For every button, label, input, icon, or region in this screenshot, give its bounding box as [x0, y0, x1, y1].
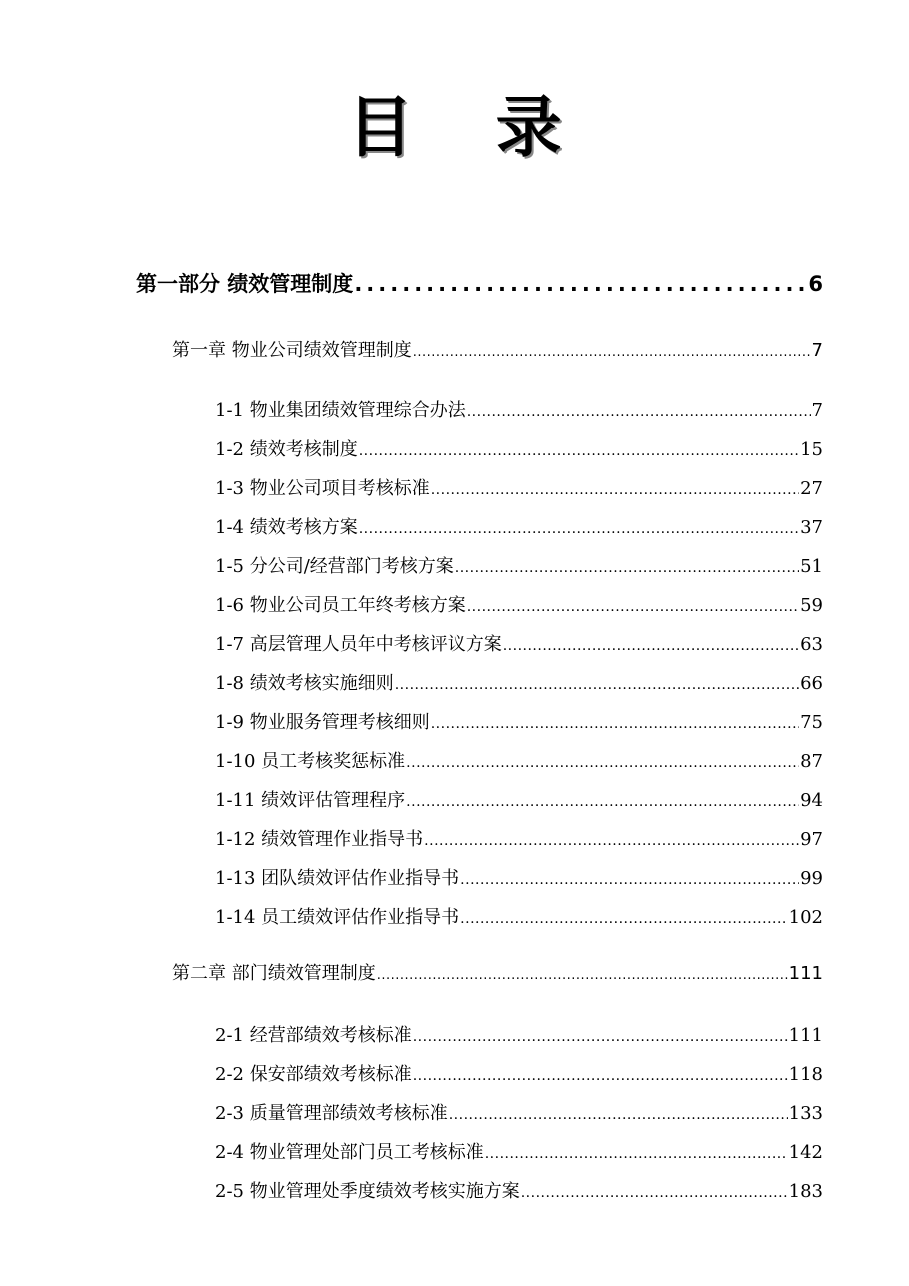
- toc-item[interactable]: [215, 552, 823, 580]
- toc-item[interactable]: [215, 630, 823, 658]
- toc-page-number: 118: [788, 1064, 823, 1085]
- dot-leader: [460, 911, 787, 927]
- toc-chapter-2[interactable]: [172, 959, 823, 987]
- dot-leader: [431, 716, 799, 732]
- toc-item-label: 1-9 物业服务管理考核细则: [215, 712, 430, 733]
- dot-leader: [424, 833, 799, 849]
- toc-item[interactable]: [215, 1177, 823, 1205]
- dot-leader: [354, 272, 807, 296]
- toc-page-number: 94: [800, 790, 823, 811]
- toc-item[interactable]: [215, 747, 823, 775]
- toc-item-label: 1-11 绩效评估管理程序: [215, 790, 406, 811]
- toc-page-number: 87: [800, 751, 823, 772]
- toc-item-label: 1-14 员工绩效评估作业指导书: [215, 907, 460, 928]
- toc-item[interactable]: [215, 1021, 823, 1049]
- toc-item[interactable]: [215, 708, 823, 736]
- dot-leader: [406, 794, 799, 810]
- toc-item-label: 1-10 员工考核奖惩标准: [215, 751, 406, 772]
- toc-page-number: 142: [788, 1142, 823, 1163]
- toc-item[interactable]: [215, 474, 823, 502]
- toc-chapter-1[interactable]: [172, 336, 823, 364]
- toc-part-1[interactable]: [136, 268, 823, 304]
- dot-leader: [413, 1068, 788, 1084]
- toc-page-number: 15: [800, 439, 823, 460]
- toc-item[interactable]: [215, 435, 823, 463]
- page-title: 目 录: [347, 89, 592, 166]
- toc-item[interactable]: [215, 825, 823, 853]
- toc-page-number: 6: [808, 272, 823, 296]
- toc-page-number: 66: [800, 673, 823, 694]
- toc-item[interactable]: [215, 396, 823, 424]
- dot-leader: [467, 404, 811, 420]
- toc-item[interactable]: [215, 786, 823, 814]
- dot-leader: [521, 1185, 788, 1201]
- dot-leader: [395, 677, 799, 693]
- toc-page-number: 7: [811, 340, 823, 361]
- toc-item[interactable]: [215, 1099, 823, 1127]
- toc-item[interactable]: [215, 903, 823, 931]
- toc-page-number: 51: [800, 556, 823, 577]
- dot-leader: [503, 638, 799, 654]
- toc-item-label: 1-3 物业公司项目考核标准: [215, 478, 430, 499]
- toc-item-label: 2-1 经营部绩效考核标准: [215, 1025, 412, 1046]
- toc-item[interactable]: [215, 864, 823, 892]
- toc-item-label: 1-7 高层管理人员年中考核评议方案: [215, 634, 502, 655]
- toc-item-label: 1-1 物业集团绩效管理综合办法: [215, 400, 466, 421]
- toc-chapter-label: 第二章 部门绩效管理制度: [172, 963, 376, 984]
- toc-item[interactable]: [215, 591, 823, 619]
- toc-item[interactable]: [215, 669, 823, 697]
- dot-leader: [377, 968, 788, 983]
- dot-leader: [467, 599, 799, 615]
- toc-item[interactable]: [215, 513, 823, 541]
- toc-page-number: 111: [788, 963, 823, 984]
- toc-item[interactable]: [215, 1138, 823, 1166]
- toc-item-label: 1-6 物业公司员工年终考核方案: [215, 595, 466, 616]
- toc-item-label: 1-4 绩效考核方案: [215, 517, 358, 538]
- toc-page-number: 99: [800, 868, 823, 889]
- dot-leader: [359, 443, 799, 459]
- dot-leader: [460, 872, 799, 888]
- toc-chapter-label: 第一章 物业公司绩效管理制度: [172, 340, 412, 361]
- toc-page-number: 59: [800, 595, 823, 616]
- dot-leader: [485, 1146, 788, 1162]
- dot-leader: [455, 560, 799, 576]
- dot-leader: [449, 1107, 788, 1123]
- toc-item-label: 2-3 质量管理部绩效考核标准: [215, 1103, 448, 1124]
- toc-page-number: 37: [800, 517, 823, 538]
- toc-item-label: 2-4 物业管理处部门员工考核标准: [215, 1142, 484, 1163]
- toc-page-number: 97: [800, 829, 823, 850]
- toc-item-label: 1-5 分公司/经营部门考核方案: [215, 556, 454, 577]
- toc-page-number: 133: [788, 1103, 823, 1124]
- dot-leader: [406, 755, 799, 771]
- toc-item-label: 1-13 团队绩效评估作业指导书: [215, 868, 460, 889]
- toc-item-label: 1-8 绩效考核实施细则: [215, 673, 394, 694]
- toc-page-number: 102: [788, 907, 823, 928]
- toc-page-number: 63: [800, 634, 823, 655]
- dot-leader: [431, 482, 799, 498]
- toc-item-label: 2-5 物业管理处季度绩效考核实施方案: [215, 1181, 520, 1202]
- toc-item[interactable]: [215, 1060, 823, 1088]
- dot-leader: [413, 345, 811, 360]
- toc-page-number: 27: [800, 478, 823, 499]
- toc-page-number: 7: [811, 400, 823, 421]
- toc-page-number: 75: [800, 712, 823, 733]
- toc-item-label: 2-2 保安部绩效考核标准: [215, 1064, 412, 1085]
- dot-leader: [413, 1029, 788, 1045]
- toc-part-label: 第一部分 绩效管理制度: [136, 272, 354, 296]
- toc-page-number: 183: [788, 1181, 823, 1202]
- toc-page-number: 111: [788, 1025, 823, 1046]
- toc-item-label: 1-12 绩效管理作业指导书: [215, 829, 424, 850]
- dot-leader: [359, 521, 799, 537]
- toc-item-label: 1-2 绩效考核制度: [215, 439, 358, 460]
